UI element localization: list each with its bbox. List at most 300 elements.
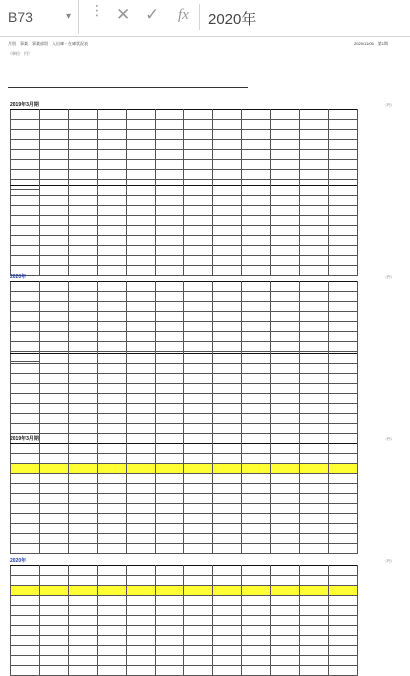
grid-cell[interactable] bbox=[39, 474, 68, 484]
grid-cell[interactable] bbox=[328, 484, 357, 494]
grid-cell[interactable] bbox=[11, 606, 40, 616]
grid-cell[interactable] bbox=[11, 474, 40, 484]
grid-cell[interactable] bbox=[39, 206, 68, 216]
grid-cell[interactable] bbox=[213, 504, 242, 514]
grid-cell[interactable] bbox=[11, 322, 40, 332]
grid-cell[interactable] bbox=[11, 196, 40, 206]
grid-cell[interactable] bbox=[300, 256, 329, 266]
grid-cell[interactable] bbox=[184, 646, 213, 656]
grid-cell[interactable] bbox=[126, 514, 155, 524]
grid-cell[interactable] bbox=[39, 384, 68, 394]
grid-cell[interactable] bbox=[271, 140, 300, 150]
grid-cell[interactable] bbox=[39, 414, 68, 424]
grid-cell[interactable] bbox=[213, 414, 242, 424]
grid-cell[interactable] bbox=[184, 170, 213, 180]
grid-cell[interactable] bbox=[300, 534, 329, 544]
grid-cell[interactable] bbox=[328, 160, 357, 170]
grid-cell[interactable] bbox=[300, 566, 329, 576]
grid-cell[interactable] bbox=[300, 364, 329, 374]
grid-cell[interactable] bbox=[39, 140, 68, 150]
grid-cell[interactable] bbox=[39, 586, 68, 596]
grid-cell[interactable] bbox=[11, 130, 40, 140]
grid-cell[interactable] bbox=[97, 342, 126, 352]
grid-cell[interactable] bbox=[126, 394, 155, 404]
grid-cell[interactable] bbox=[126, 342, 155, 352]
grid-cell[interactable] bbox=[242, 464, 271, 474]
grid-cell[interactable] bbox=[328, 514, 357, 524]
grid-cell[interactable] bbox=[184, 256, 213, 266]
grid-cell[interactable] bbox=[184, 292, 213, 302]
grid-cell[interactable] bbox=[300, 120, 329, 130]
grid-cell[interactable] bbox=[11, 464, 40, 474]
grid-cell[interactable] bbox=[271, 606, 300, 616]
grid-cell[interactable] bbox=[328, 454, 357, 464]
grid-cell[interactable] bbox=[271, 586, 300, 596]
grid-cell[interactable] bbox=[213, 566, 242, 576]
grid-cell[interactable] bbox=[126, 566, 155, 576]
grid-cell[interactable] bbox=[300, 596, 329, 606]
grid-cell[interactable] bbox=[213, 342, 242, 352]
grid-cell[interactable] bbox=[242, 474, 271, 484]
grid-cell[interactable] bbox=[68, 474, 97, 484]
grid-cell[interactable] bbox=[39, 130, 68, 140]
grid-cell[interactable] bbox=[184, 120, 213, 130]
grid-cell[interactable] bbox=[68, 646, 97, 656]
grid-cell[interactable] bbox=[328, 534, 357, 544]
grid-cell[interactable] bbox=[126, 626, 155, 636]
grid-cell[interactable] bbox=[39, 636, 68, 646]
grid-cell[interactable] bbox=[242, 656, 271, 666]
grid-cell[interactable] bbox=[39, 186, 68, 196]
grid-cell[interactable] bbox=[155, 256, 184, 266]
grid-cell[interactable] bbox=[213, 404, 242, 414]
grid-cell[interactable] bbox=[184, 160, 213, 170]
grid-cell[interactable] bbox=[213, 120, 242, 130]
grid-cell[interactable] bbox=[300, 292, 329, 302]
grid-cell[interactable] bbox=[300, 186, 329, 196]
grid-cell[interactable] bbox=[97, 586, 126, 596]
grid-cell[interactable] bbox=[184, 484, 213, 494]
grid-cell[interactable] bbox=[126, 544, 155, 554]
grid-cell[interactable] bbox=[39, 514, 68, 524]
grid-cell[interactable] bbox=[68, 514, 97, 524]
grid-cell[interactable] bbox=[68, 160, 97, 170]
grid-cell[interactable] bbox=[97, 170, 126, 180]
grid-cell[interactable] bbox=[11, 160, 40, 170]
grid-cell[interactable] bbox=[300, 236, 329, 246]
grid-cell[interactable] bbox=[68, 444, 97, 454]
grid-cell[interactable] bbox=[184, 140, 213, 150]
grid-cell[interactable] bbox=[155, 646, 184, 656]
grid-cell[interactable] bbox=[39, 246, 68, 256]
grid-cell[interactable] bbox=[271, 354, 300, 364]
grid-cell[interactable] bbox=[300, 130, 329, 140]
grid-cell[interactable] bbox=[155, 374, 184, 384]
grid-cell[interactable] bbox=[300, 342, 329, 352]
grid-cell[interactable] bbox=[97, 312, 126, 322]
grid-cell[interactable] bbox=[11, 384, 40, 394]
grid-cell[interactable] bbox=[68, 170, 97, 180]
grid-cell[interactable] bbox=[242, 424, 271, 434]
grid-cell[interactable] bbox=[271, 160, 300, 170]
grid-cell[interactable] bbox=[213, 374, 242, 384]
grid-cell[interactable] bbox=[155, 282, 184, 292]
grid-cell[interactable] bbox=[213, 656, 242, 666]
grid-cell[interactable] bbox=[11, 636, 40, 646]
grid-cell[interactable] bbox=[300, 302, 329, 312]
grid-cell[interactable] bbox=[39, 626, 68, 636]
grid-cell[interactable] bbox=[68, 226, 97, 236]
grid-cell[interactable] bbox=[68, 384, 97, 394]
grid-cell[interactable] bbox=[68, 130, 97, 140]
grid-cell[interactable] bbox=[97, 656, 126, 666]
grid-cell[interactable] bbox=[126, 140, 155, 150]
grid-cell[interactable] bbox=[300, 524, 329, 534]
grid-cell[interactable] bbox=[300, 616, 329, 626]
grid-cell[interactable] bbox=[39, 160, 68, 170]
grid-cell[interactable] bbox=[271, 130, 300, 140]
grid-cell[interactable] bbox=[155, 302, 184, 312]
grid-cell[interactable] bbox=[328, 566, 357, 576]
grid-cell[interactable] bbox=[68, 150, 97, 160]
grid-cell[interactable] bbox=[126, 292, 155, 302]
grid-cell[interactable] bbox=[39, 534, 68, 544]
grid-cell[interactable] bbox=[300, 226, 329, 236]
grid-cell[interactable] bbox=[242, 404, 271, 414]
grid-cell[interactable] bbox=[155, 434, 184, 444]
grid-cell[interactable] bbox=[97, 544, 126, 554]
grid-cell[interactable] bbox=[97, 140, 126, 150]
grid-cell[interactable] bbox=[213, 354, 242, 364]
grid-cell[interactable] bbox=[242, 266, 271, 276]
grid-cell[interactable] bbox=[155, 414, 184, 424]
grid-cell[interactable] bbox=[184, 236, 213, 246]
grid-cell[interactable] bbox=[242, 606, 271, 616]
grid-cell[interactable] bbox=[271, 332, 300, 342]
grid-cell[interactable] bbox=[213, 646, 242, 656]
grid-cell[interactable] bbox=[155, 292, 184, 302]
grid-cell[interactable] bbox=[328, 196, 357, 206]
grid-cell[interactable] bbox=[213, 226, 242, 236]
grid-cell[interactable] bbox=[68, 206, 97, 216]
grid-cell[interactable] bbox=[126, 534, 155, 544]
grid-cell[interactable] bbox=[242, 150, 271, 160]
grid-cell[interactable] bbox=[68, 302, 97, 312]
grid-cell[interactable] bbox=[271, 312, 300, 322]
grid-cell[interactable] bbox=[126, 266, 155, 276]
grid-cell[interactable] bbox=[68, 636, 97, 646]
grid-cell[interactable] bbox=[97, 374, 126, 384]
grid-cell[interactable] bbox=[11, 110, 40, 120]
grid-cell[interactable] bbox=[126, 484, 155, 494]
grid-cell[interactable] bbox=[126, 616, 155, 626]
grid-cell[interactable] bbox=[39, 120, 68, 130]
grid-cell[interactable] bbox=[300, 484, 329, 494]
grid-cell[interactable] bbox=[155, 504, 184, 514]
grid-cell[interactable] bbox=[271, 282, 300, 292]
grid-cell[interactable] bbox=[328, 494, 357, 504]
grid-cell[interactable] bbox=[68, 364, 97, 374]
grid-cell[interactable] bbox=[11, 524, 40, 534]
grid-cell[interactable] bbox=[39, 266, 68, 276]
grid-cell[interactable] bbox=[39, 322, 68, 332]
grid-cell[interactable] bbox=[271, 544, 300, 554]
grid-cell[interactable] bbox=[68, 434, 97, 444]
grid-cell[interactable] bbox=[213, 364, 242, 374]
grid-cell[interactable] bbox=[126, 606, 155, 616]
grid-cell[interactable] bbox=[11, 246, 40, 256]
grid-cell[interactable] bbox=[97, 332, 126, 342]
grid-cell[interactable] bbox=[271, 342, 300, 352]
grid-cell[interactable] bbox=[68, 656, 97, 666]
grid-cell[interactable] bbox=[11, 140, 40, 150]
grid-cell[interactable] bbox=[328, 384, 357, 394]
grid-cell[interactable] bbox=[184, 186, 213, 196]
grid-cell[interactable] bbox=[271, 646, 300, 656]
grid-cell[interactable] bbox=[39, 226, 68, 236]
grid-cell[interactable] bbox=[97, 494, 126, 504]
grid-cell[interactable] bbox=[155, 266, 184, 276]
grid-cell[interactable] bbox=[213, 596, 242, 606]
grid-cell[interactable] bbox=[328, 616, 357, 626]
grid-cell[interactable] bbox=[184, 424, 213, 434]
grid-cell[interactable] bbox=[184, 656, 213, 666]
grid-cell[interactable] bbox=[213, 282, 242, 292]
grid-cell[interactable] bbox=[328, 636, 357, 646]
grid-cell[interactable] bbox=[11, 666, 40, 676]
grid-cell[interactable] bbox=[11, 484, 40, 494]
grid-cell[interactable] bbox=[271, 374, 300, 384]
grid-cell[interactable] bbox=[213, 394, 242, 404]
spreadsheet-grid[interactable] bbox=[0, 37, 410, 657]
grid-cell[interactable] bbox=[242, 534, 271, 544]
grid-cell[interactable] bbox=[242, 626, 271, 636]
grid-cell[interactable] bbox=[300, 414, 329, 424]
grid-cell[interactable] bbox=[184, 626, 213, 636]
grid-cell[interactable] bbox=[242, 292, 271, 302]
grid-cell[interactable] bbox=[242, 246, 271, 256]
grid-cell[interactable] bbox=[300, 586, 329, 596]
grid-cell[interactable] bbox=[271, 626, 300, 636]
grid-cell[interactable] bbox=[126, 454, 155, 464]
grid-cell[interactable] bbox=[271, 414, 300, 424]
grid-cell[interactable] bbox=[242, 226, 271, 236]
grid-cell[interactable] bbox=[184, 606, 213, 616]
grid-cell[interactable] bbox=[328, 130, 357, 140]
grid-cell[interactable] bbox=[11, 576, 40, 586]
grid-cell[interactable] bbox=[68, 626, 97, 636]
grid-cell[interactable] bbox=[11, 186, 40, 196]
grid-cell[interactable] bbox=[155, 514, 184, 524]
grid-cell[interactable] bbox=[11, 534, 40, 544]
grid-cell[interactable] bbox=[300, 646, 329, 656]
grid-cell[interactable] bbox=[11, 544, 40, 554]
grid-cell[interactable] bbox=[155, 484, 184, 494]
grid-cell[interactable] bbox=[155, 150, 184, 160]
grid-cell[interactable] bbox=[271, 266, 300, 276]
grid-cell[interactable] bbox=[271, 394, 300, 404]
grid-cell[interactable] bbox=[300, 332, 329, 342]
grid-cell[interactable] bbox=[11, 646, 40, 656]
grid-cell[interactable] bbox=[328, 140, 357, 150]
grid-cell[interactable] bbox=[300, 636, 329, 646]
grid-cell[interactable] bbox=[11, 170, 40, 180]
grid-cell[interactable] bbox=[300, 494, 329, 504]
grid-cell[interactable] bbox=[97, 384, 126, 394]
grid-cell[interactable] bbox=[242, 374, 271, 384]
grid-cell[interactable] bbox=[39, 256, 68, 266]
name-box[interactable] bbox=[0, 0, 79, 34]
grid-cell[interactable] bbox=[300, 666, 329, 676]
grid-cell[interactable] bbox=[300, 150, 329, 160]
grid-cell[interactable] bbox=[68, 424, 97, 434]
grid-cell[interactable] bbox=[300, 404, 329, 414]
grid-cell[interactable] bbox=[184, 266, 213, 276]
grid-cell[interactable] bbox=[126, 596, 155, 606]
grid-cell[interactable] bbox=[97, 394, 126, 404]
grid-cell[interactable] bbox=[126, 236, 155, 246]
grid-cell[interactable] bbox=[97, 636, 126, 646]
grid-cell[interactable] bbox=[126, 364, 155, 374]
grid-cell[interactable] bbox=[271, 256, 300, 266]
grid-cell[interactable] bbox=[300, 504, 329, 514]
grid-cell[interactable] bbox=[97, 606, 126, 616]
grid-cell[interactable] bbox=[271, 636, 300, 646]
grid-cell[interactable] bbox=[213, 140, 242, 150]
grid-cell[interactable] bbox=[39, 646, 68, 656]
grid-cell[interactable] bbox=[213, 616, 242, 626]
grid-cell[interactable] bbox=[213, 494, 242, 504]
grid-cell[interactable] bbox=[184, 226, 213, 236]
grid-cell[interactable] bbox=[328, 292, 357, 302]
grid-cell[interactable] bbox=[242, 666, 271, 676]
grid-cell[interactable] bbox=[328, 282, 357, 292]
grid-cell[interactable] bbox=[39, 216, 68, 226]
grid-cell[interactable] bbox=[68, 596, 97, 606]
grid-cell[interactable] bbox=[126, 322, 155, 332]
grid-cell[interactable] bbox=[271, 186, 300, 196]
grid-cell[interactable] bbox=[126, 216, 155, 226]
grid-cell[interactable] bbox=[68, 576, 97, 586]
grid-cell[interactable] bbox=[39, 504, 68, 514]
grid-cell[interactable] bbox=[39, 464, 68, 474]
grid-cell[interactable] bbox=[97, 434, 126, 444]
grid-cell[interactable] bbox=[328, 596, 357, 606]
grid-cell[interactable] bbox=[39, 544, 68, 554]
grid-cell[interactable] bbox=[328, 354, 357, 364]
grid-cell[interactable] bbox=[126, 374, 155, 384]
grid-cell[interactable] bbox=[184, 196, 213, 206]
check-icon[interactable]: ✓ bbox=[145, 5, 160, 24]
grid-cell[interactable] bbox=[328, 666, 357, 676]
grid-cell[interactable] bbox=[213, 130, 242, 140]
grid-cell[interactable] bbox=[328, 394, 357, 404]
grid-cell[interactable] bbox=[328, 342, 357, 352]
grid-cell[interactable] bbox=[68, 586, 97, 596]
grid-cell[interactable] bbox=[126, 302, 155, 312]
grid-cell[interactable] bbox=[213, 454, 242, 464]
grid-cell[interactable] bbox=[11, 586, 40, 596]
grid-cell[interactable] bbox=[300, 424, 329, 434]
grid-cell[interactable] bbox=[39, 236, 68, 246]
grid-cell[interactable] bbox=[300, 394, 329, 404]
grid-cell[interactable] bbox=[11, 282, 40, 292]
grid-cell[interactable] bbox=[184, 576, 213, 586]
grid-cell[interactable] bbox=[11, 566, 40, 576]
grid-cell[interactable] bbox=[271, 424, 300, 434]
grid-cell[interactable] bbox=[126, 130, 155, 140]
grid-cell[interactable] bbox=[271, 206, 300, 216]
grid-cell[interactable] bbox=[242, 130, 271, 140]
grid-cell[interactable] bbox=[213, 474, 242, 484]
grid-cell[interactable] bbox=[11, 302, 40, 312]
grid-cell[interactable] bbox=[328, 404, 357, 414]
grid-cell[interactable] bbox=[97, 464, 126, 474]
grid-cell[interactable] bbox=[328, 434, 357, 444]
grid-cell[interactable] bbox=[271, 454, 300, 464]
grid-cell[interactable] bbox=[126, 246, 155, 256]
grid-cell[interactable] bbox=[126, 666, 155, 676]
grid-cell[interactable] bbox=[242, 384, 271, 394]
grid-cell[interactable] bbox=[68, 606, 97, 616]
grid-cell[interactable] bbox=[328, 374, 357, 384]
grid-cell[interactable] bbox=[126, 444, 155, 454]
grid-cell[interactable] bbox=[97, 626, 126, 636]
grid-cell[interactable] bbox=[300, 374, 329, 384]
grid-cell[interactable] bbox=[184, 636, 213, 646]
grid-cell[interactable] bbox=[213, 160, 242, 170]
grid-cell[interactable] bbox=[97, 282, 126, 292]
formula-input[interactable]: 2020年 bbox=[208, 11, 257, 28]
grid-cell[interactable] bbox=[39, 656, 68, 666]
grid-cell[interactable] bbox=[39, 292, 68, 302]
grid-cell[interactable] bbox=[328, 424, 357, 434]
grid-cell[interactable] bbox=[155, 196, 184, 206]
grid-cell[interactable] bbox=[271, 246, 300, 256]
grid-cell[interactable] bbox=[97, 266, 126, 276]
grid-cell[interactable] bbox=[11, 236, 40, 246]
grid-cell[interactable] bbox=[300, 606, 329, 616]
grid-cell[interactable] bbox=[126, 332, 155, 342]
grid-cell[interactable] bbox=[68, 256, 97, 266]
grid-cell[interactable] bbox=[213, 384, 242, 394]
grid-cell[interactable] bbox=[97, 236, 126, 246]
grid-cell[interactable] bbox=[39, 606, 68, 616]
grid-cell[interactable] bbox=[242, 576, 271, 586]
grid-cell[interactable] bbox=[155, 424, 184, 434]
grid-cell[interactable] bbox=[97, 424, 126, 434]
grid-cell[interactable] bbox=[68, 292, 97, 302]
grid-cell[interactable] bbox=[97, 120, 126, 130]
grid-cell[interactable] bbox=[184, 246, 213, 256]
grid-cell[interactable] bbox=[271, 236, 300, 246]
grid-cell[interactable] bbox=[300, 170, 329, 180]
grid-cell[interactable] bbox=[271, 444, 300, 454]
grid-cell[interactable] bbox=[68, 504, 97, 514]
grid-cell[interactable] bbox=[126, 384, 155, 394]
grid-cell[interactable] bbox=[271, 292, 300, 302]
grid-cell[interactable] bbox=[328, 606, 357, 616]
grid-cell[interactable] bbox=[184, 666, 213, 676]
grid-cell[interactable] bbox=[328, 656, 357, 666]
grid-cell[interactable] bbox=[97, 444, 126, 454]
grid-cell[interactable] bbox=[242, 494, 271, 504]
grid-cell[interactable] bbox=[155, 524, 184, 534]
grid-cell[interactable] bbox=[242, 342, 271, 352]
grid-cell[interactable] bbox=[126, 414, 155, 424]
grid-cell[interactable] bbox=[184, 494, 213, 504]
grid-cell[interactable] bbox=[213, 586, 242, 596]
